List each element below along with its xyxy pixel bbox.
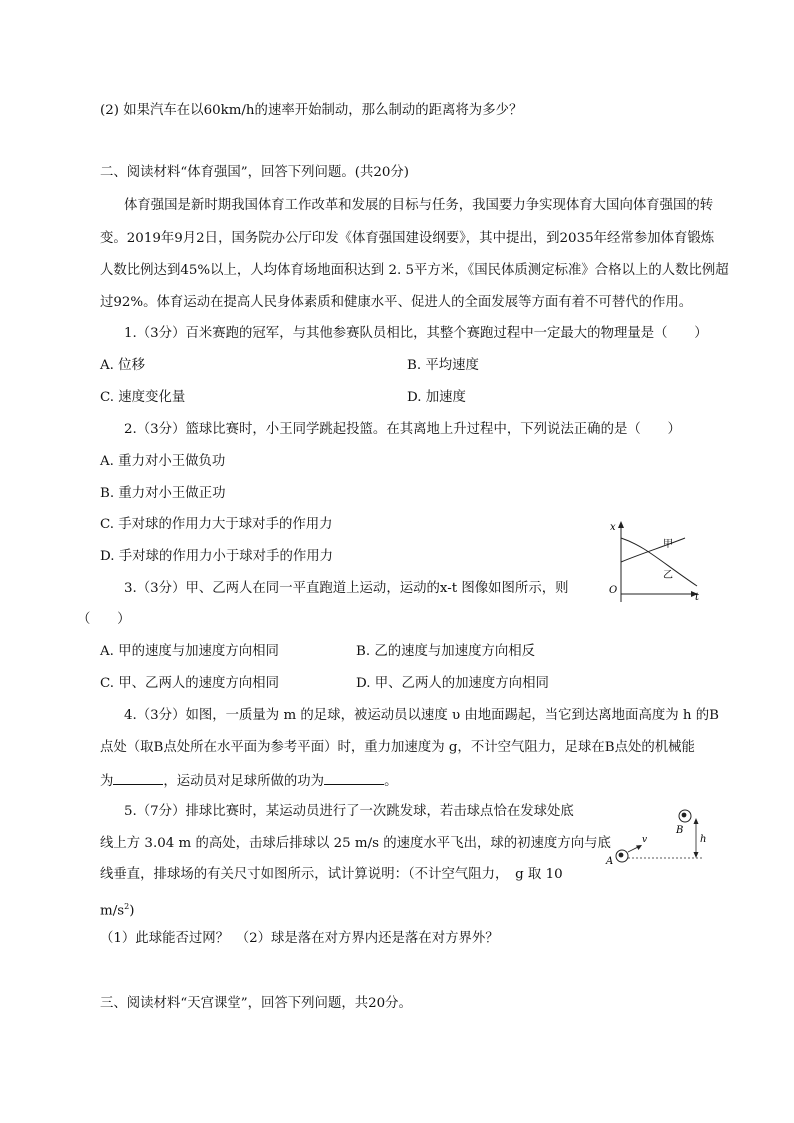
- q3-option-d: D. 甲、乙两人的加速度方向相同: [356, 676, 549, 691]
- q3-stem: 3.（3分）甲、乙两人在同一平直跑道上运动，运动的x-t 图像如图所示，则: [124, 581, 569, 596]
- q4-blank-1[interactable]: [113, 771, 163, 785]
- ball-b-patch: [682, 813, 687, 818]
- graph-curve-yi-label: 乙: [663, 570, 673, 581]
- q2-stem: 2.（3分）篮球比赛时，小王同学跳起投篮。在其离地上升过程中，下列说法正确的是（ ）: [124, 422, 681, 437]
- football-figure: [600, 806, 710, 878]
- q4-line-1: 4.（3分）如图，一质量为 m 的足球，被运动员以速度 υ 由地面踢起，当它到达离地面高度为 h 的B: [124, 708, 719, 723]
- figure-label-b: B: [676, 825, 684, 836]
- figure-label-v: v: [642, 835, 648, 845]
- xt-graph: [605, 516, 705, 608]
- ball-a-patch: [619, 853, 624, 858]
- q3-paren: （ ）: [77, 612, 131, 627]
- height-arrow-top: [694, 818, 699, 824]
- q4-line3-prefix: 为: [100, 774, 114, 789]
- graph-t-label: t: [695, 592, 700, 603]
- q5-line-4: [100, 898, 134, 920]
- figure-label-h: h: [700, 834, 707, 845]
- x-axis-arrow: [618, 521, 624, 528]
- q2-option-d: D. 手对球的作用力小于球对手的作用力: [100, 549, 334, 564]
- curve-yi: [621, 538, 697, 586]
- q5-line-3: 线垂直，排球场的有关尺寸如图所示，试计算说明：（不计空气阻力， g 取 10: [100, 867, 563, 882]
- q1-option-b: B. 平均速度: [407, 358, 479, 373]
- passage-line-2: 变。2019年9月2日，国务院办公厅印发《体育强国建设纲要》，其中提出，到2035年经常参加体育锻炼: [100, 231, 715, 246]
- q1-option-d: D. 加速度: [407, 390, 466, 405]
- q4-line-2: 点处（取B点处所在水平面为参考平面）时，重力加速度为 g，不计空气阻力，足球在B点处的机械能: [100, 740, 695, 755]
- q1-option-c: C. 速度变化量: [100, 390, 186, 405]
- q4-line-3: [100, 771, 397, 791]
- q2-option-b: B. 重力对小王做正功: [100, 486, 226, 501]
- section-3-heading: 三、阅读材料“天宫课堂”，回答下列问题，共20分。: [100, 996, 412, 1011]
- graph-origin-label: O: [609, 585, 618, 596]
- graph-curve-jia-label: 甲: [663, 539, 673, 550]
- section-2-heading: 二、阅读材料“体育强国”，回答下列问题。(共20分): [100, 165, 409, 180]
- q5-unit-close: ): [129, 903, 135, 919]
- figure-label-a: A: [606, 856, 614, 867]
- q5-line-1: 5.（7分）排球比赛时，某运动员进行了一次跳发球，若击球点恰在发球处底: [124, 804, 574, 819]
- q5-unit: m/s: [100, 903, 125, 919]
- q2-option-c: C. 手对球的作用力大于球对手的作用力: [100, 517, 333, 532]
- q4-line3-suffix: 。: [384, 774, 398, 789]
- q3-option-a: A. 甲的速度与加速度方向相同: [100, 644, 279, 659]
- q5-line-2: 线上方 3.04 m 的高处，击球后排球以 25 m/s 的速度水平飞出，球的初速度方向与底: [100, 836, 611, 851]
- q3-option-c: C. 甲、乙两人的速度方向相同: [100, 676, 279, 691]
- q2-option-a: A. 重力对小王做负功: [100, 454, 226, 469]
- q4-line3-middle: ，运动员对足球所做的功为: [163, 774, 325, 789]
- q3-option-b: B. 乙的速度与加速度方向相反: [356, 644, 536, 659]
- q5-sub-questions: （1）此球能否过网？ （2）球是落在对方界内还是落在对方界外？: [100, 931, 499, 946]
- passage-line-3: 人数比例达到45%以上，人均体育场地面积达到 2. 5平方米，《国民体质测定标准》合格以上的人数比例超: [100, 263, 729, 278]
- q4-blank-2[interactable]: [324, 771, 384, 785]
- passage-line-4: 过92%。体育运动在提高人民身体素质和健康水平、促进人的全面发展等方面有着不可替代的作用。: [100, 295, 693, 310]
- q5-unit-sup: 2: [124, 902, 130, 911]
- q1-stem: 1.（3分）百米赛跑的冠军，与其他参赛队员相比，其整个赛跑过程中一定最大的物理量是（ ）: [124, 326, 708, 341]
- q1-option-a: A. 位移: [100, 358, 145, 373]
- passage-line-1: 体育强国是新时期我国体育工作改革和发展的目标与任务，我国要力争实现体育大国向体育强国的转: [124, 198, 714, 213]
- question-2-top: (2) 如果汽车在以60km/h的速率开始制动，那么制动的距离将为多少？: [100, 103, 523, 118]
- graph-x-label: x: [610, 522, 616, 533]
- height-arrow-bottom: [694, 852, 699, 858]
